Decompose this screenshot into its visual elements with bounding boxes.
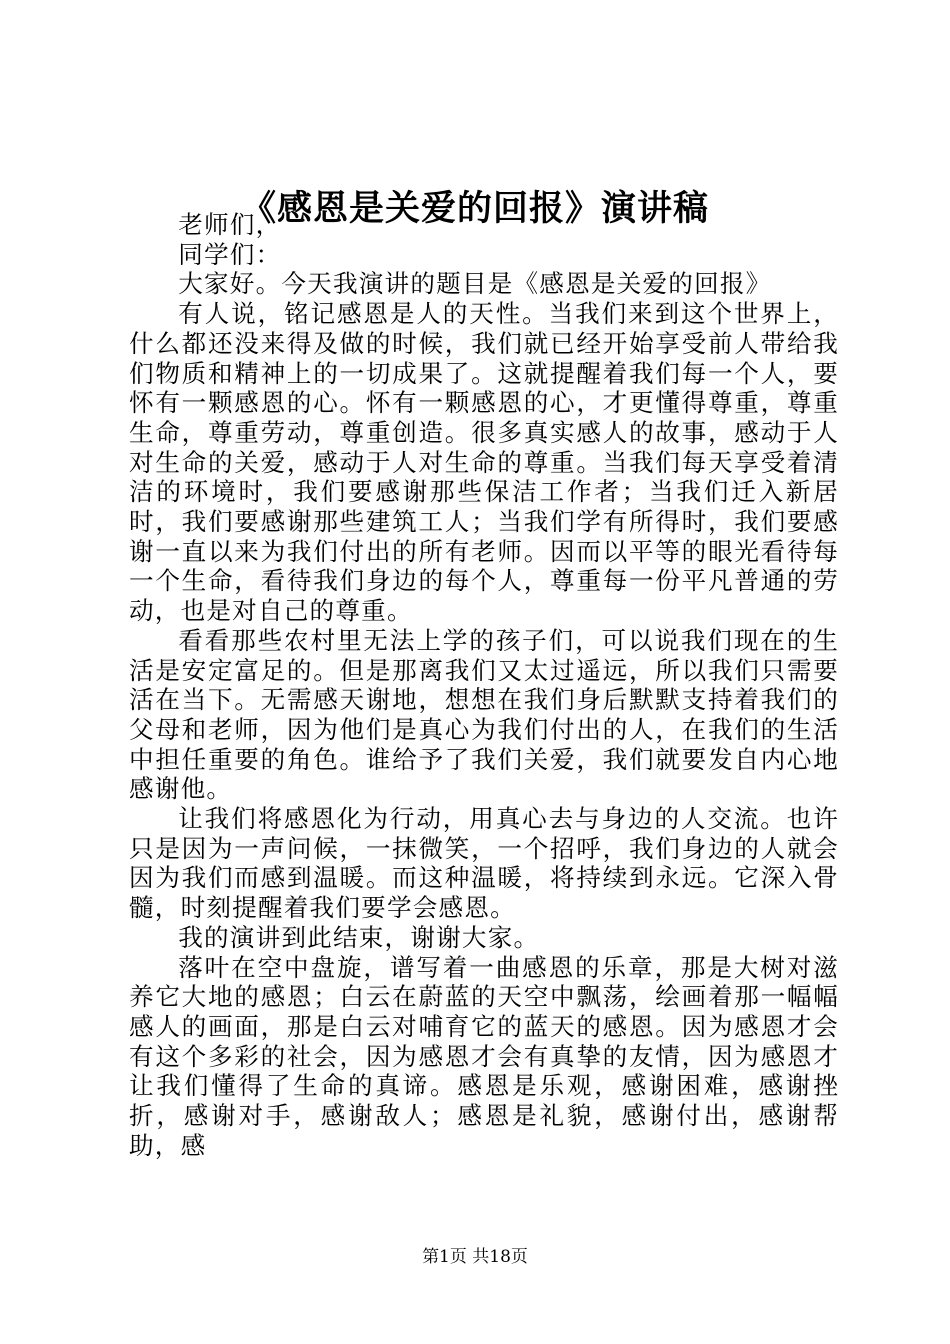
paragraph-body-2: 看看那些农村里无法上学的孩子们，可以说我们现在的生活是安定富足的。但是那离我们又太过遥远，所以我们只需要活在当下。无需感天谢地，想想在我们身后默默支持着我们的父母和老师，因为他们是真心为我们付出的人，在我们的生活中担任重要的角色。谁给予了我们关爱，我们就要发自内心地感谢他。 xyxy=(129,625,839,804)
paragraph-greeting-teachers: 老师们， xyxy=(178,210,282,239)
paragraph-body-3: 让我们将感恩化为行动，用真心去与身边的人交流。也许只是因为一声问候，一抹微笑，一个招呼，我们身边的人就会因为我们而感到温暖。而这种温暖，将持续到永远。它深入骨髓，时刻提醒着我们要学会感恩。 xyxy=(129,804,839,923)
paragraph-intro: 大家好。今天我演讲的题目是《感恩是关爱的回报》 xyxy=(178,269,772,299)
paragraph-body-4: 落叶在空中盘旋，谱写着一曲感恩的乐章，那是大树对滋养它大地的感恩；白云在蔚蓝的天空中飘荡，绘画着那一幅幅感人的画面，那是白云对哺育它的蓝天的感恩。因为感恩才会有这个多彩的社会，因为感恩才会有真挚的友情，因为感恩才让我们懂得了生命的真谛。感恩是乐观，感谢困难，感谢挫折，感谢对手，感谢敌人；感恩是礼貌，感谢付出，感谢帮助，感 xyxy=(129,952,839,1160)
page-footer: 第1页 共18页 xyxy=(422,1247,528,1267)
paragraph-body-1: 有人说，铭记感恩是人的天性。当我们来到这个世界上，什么都还没来得及做的时候，我们就已经开始享受前人带给我们物质和精神上的一切成果了。这就提醒着我们每一个人，要怀有一颗感恩的心。怀有一颗感恩的心，才更懂得尊重，尊重生命，尊重劳动，尊重创造。很多真实感人的故事，感动于人对生命的关爱，感动于人对生命的尊重。当我们每天享受着清洁的环境时，我们要感谢那些保洁工作者；当我们迁入新居时，我们要感谢那些建筑工人；当我们学有所得时，我们要感谢一直以来为我们付出的所有老师。因而以平等的眼光看待每一个生命，看待我们身边的每个人，尊重每一份平凡普通的劳动，也是对自己的尊重。 xyxy=(129,299,839,626)
paragraph-greeting-students: 同学们： xyxy=(178,239,282,269)
document-title: 《感恩是关爱的回报》演讲稿 xyxy=(240,188,709,229)
document-body xyxy=(129,210,839,1161)
paragraph-closing: 我的演讲到此结束，谢谢大家。 xyxy=(178,922,540,952)
